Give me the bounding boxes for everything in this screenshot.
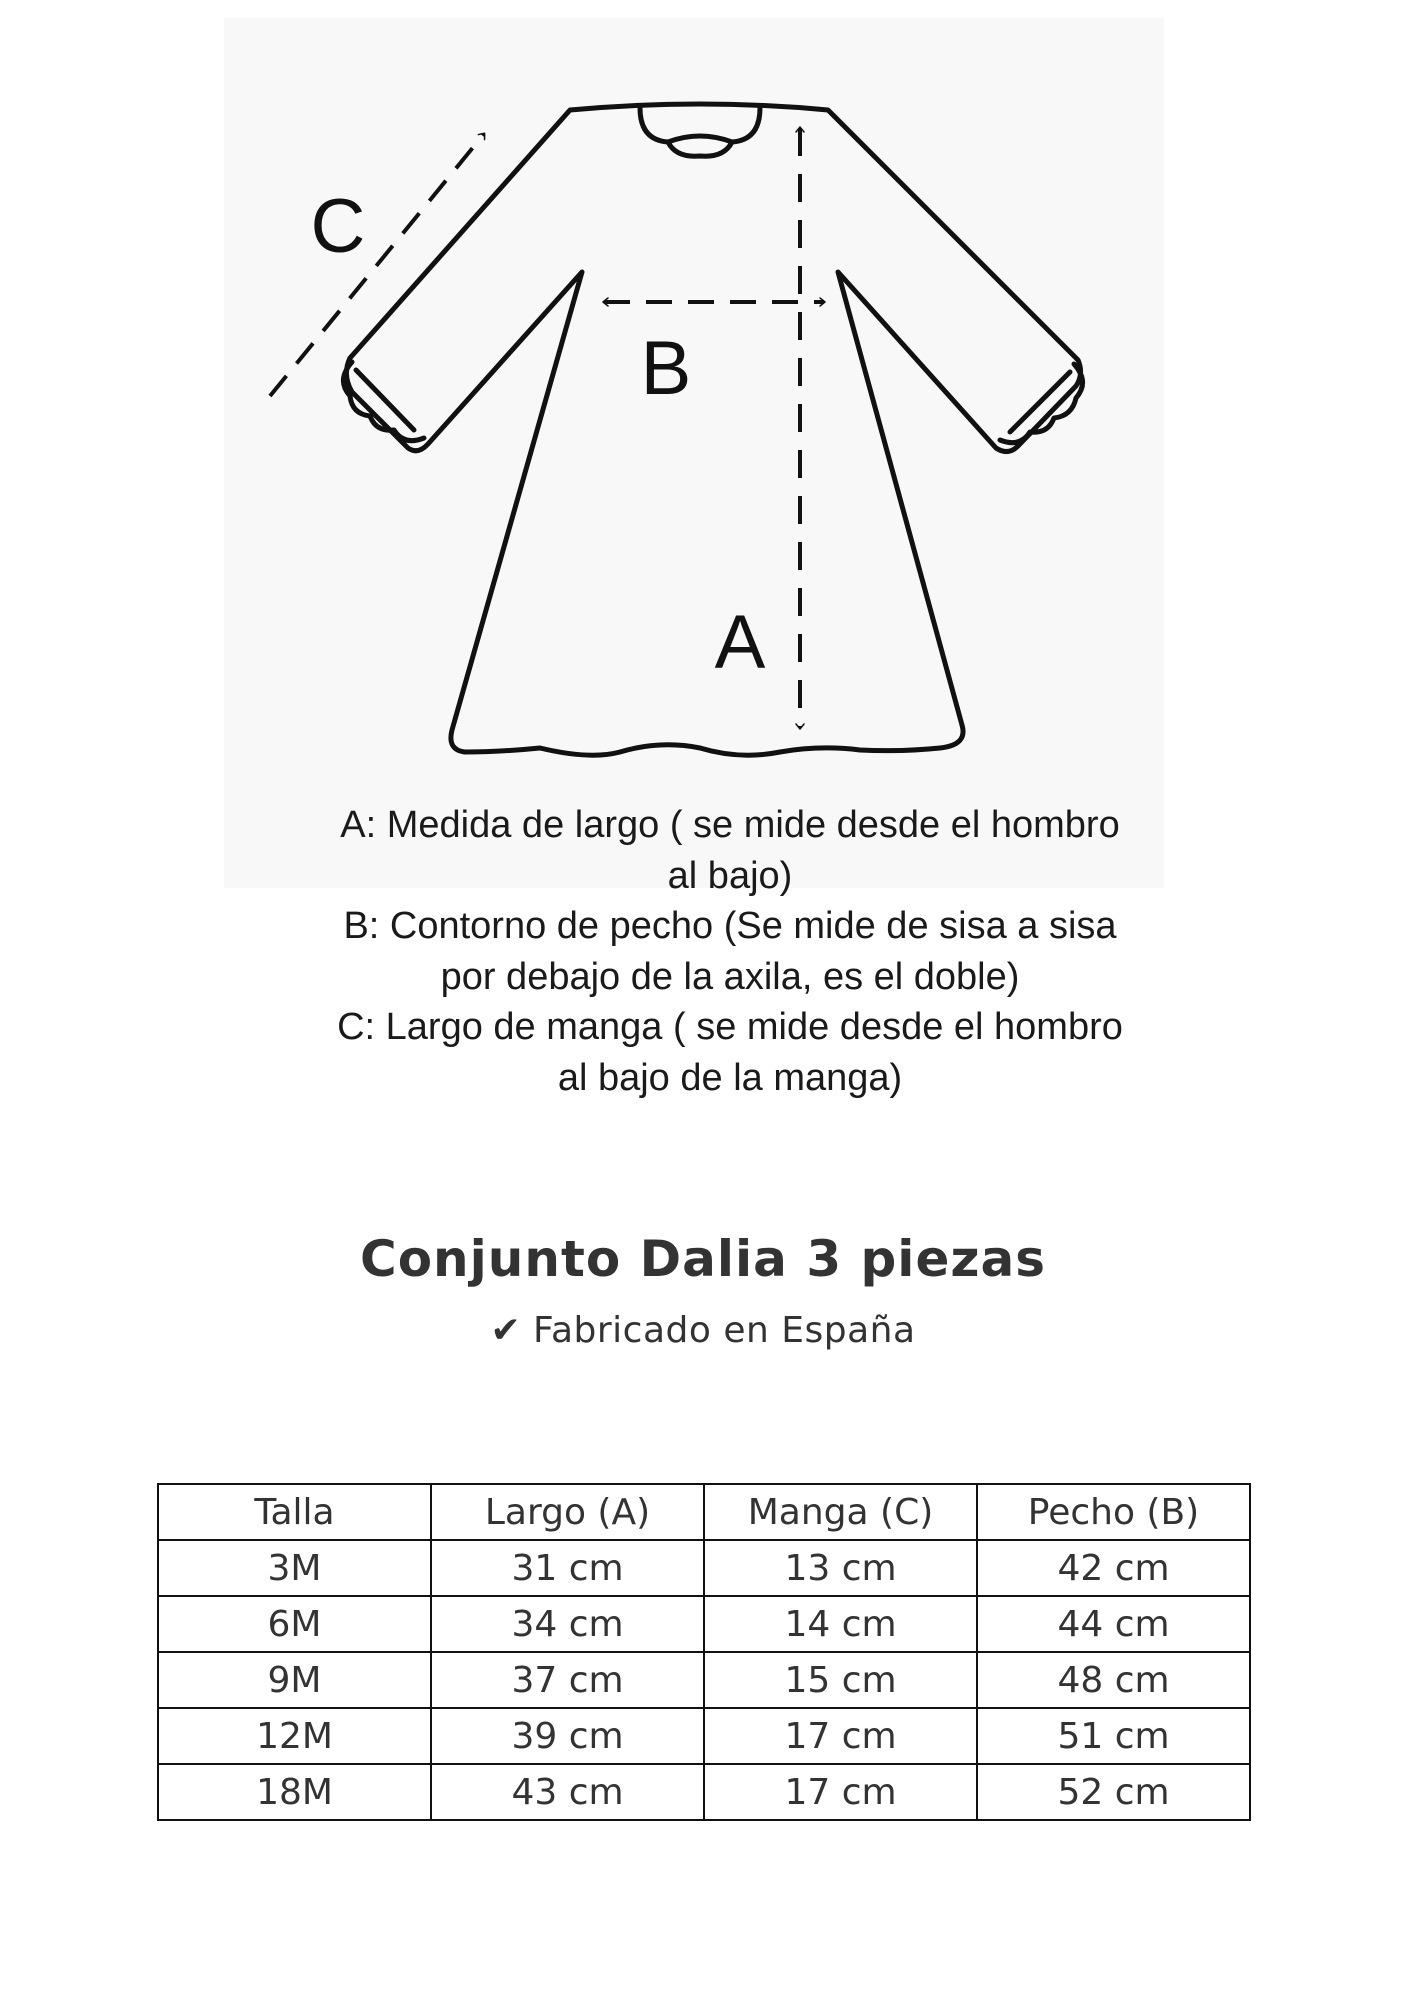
- table-row: [158, 1596, 1250, 1652]
- legend-line: B: Contorno de pecho (Se mide de sisa a sisa: [343, 905, 1117, 947]
- table-cell: 3M: [158, 1540, 431, 1596]
- table-cell: 9M: [158, 1652, 431, 1708]
- table-cell: 52 cm: [977, 1764, 1250, 1820]
- table-cell: 39 cm: [431, 1708, 704, 1764]
- table-row: [158, 1708, 1250, 1764]
- table-row: [158, 1540, 1250, 1596]
- table-cell: 31 cm: [431, 1540, 704, 1596]
- legend-line: al bajo): [667, 854, 793, 897]
- table-cell: 18M: [158, 1764, 431, 1820]
- label-b: B: [640, 326, 692, 411]
- legend-line: C: Largo de manga ( se mide desde el hombro: [337, 1006, 1123, 1048]
- measure-c-arrow: [270, 134, 484, 396]
- table-cell: 14 cm: [704, 1596, 977, 1652]
- header-cell: Manga (C): [704, 1484, 977, 1540]
- header-cell: Pecho (B): [977, 1484, 1250, 1540]
- table-row: [158, 1764, 1250, 1820]
- product-title: Conjunto Dalia 3 piezas: [360, 1230, 1046, 1288]
- table-cell: 6M: [158, 1596, 431, 1652]
- table-cell: 42 cm: [977, 1540, 1250, 1596]
- label-a: A: [714, 600, 766, 685]
- table-cell: 13 cm: [704, 1540, 977, 1596]
- size-table: [157, 1483, 1251, 1821]
- dress-measurement-diagram: [0, 0, 1406, 900]
- table-header-row: [158, 1484, 1250, 1540]
- measurement-legend: [300, 800, 1160, 1103]
- legend-line: al bajo de la manga): [557, 1056, 903, 1099]
- table-cell: 51 cm: [977, 1708, 1250, 1764]
- dress-outline: [343, 104, 1082, 755]
- table-row: [158, 1652, 1250, 1708]
- legend-line: A: Medida de largo ( se mide desde el hombro: [340, 804, 1120, 846]
- table-cell: 17 cm: [704, 1764, 977, 1820]
- table-cell: 15 cm: [704, 1652, 977, 1708]
- header-cell: Talla: [158, 1484, 431, 1540]
- legend-line: por debajo de la axila, es el doble): [440, 955, 1020, 998]
- table-cell: 43 cm: [431, 1764, 704, 1820]
- header-cell: Largo (A): [431, 1484, 704, 1540]
- origin-note: ✔ Fabricado en España: [490, 1310, 916, 1351]
- table-cell: 37 cm: [431, 1652, 704, 1708]
- table-cell: 12M: [158, 1708, 431, 1764]
- table-cell: 17 cm: [704, 1708, 977, 1764]
- table-cell: 44 cm: [977, 1596, 1250, 1652]
- table-cell: 34 cm: [431, 1596, 704, 1652]
- table-cell: 48 cm: [977, 1652, 1250, 1708]
- label-c: C: [310, 184, 366, 269]
